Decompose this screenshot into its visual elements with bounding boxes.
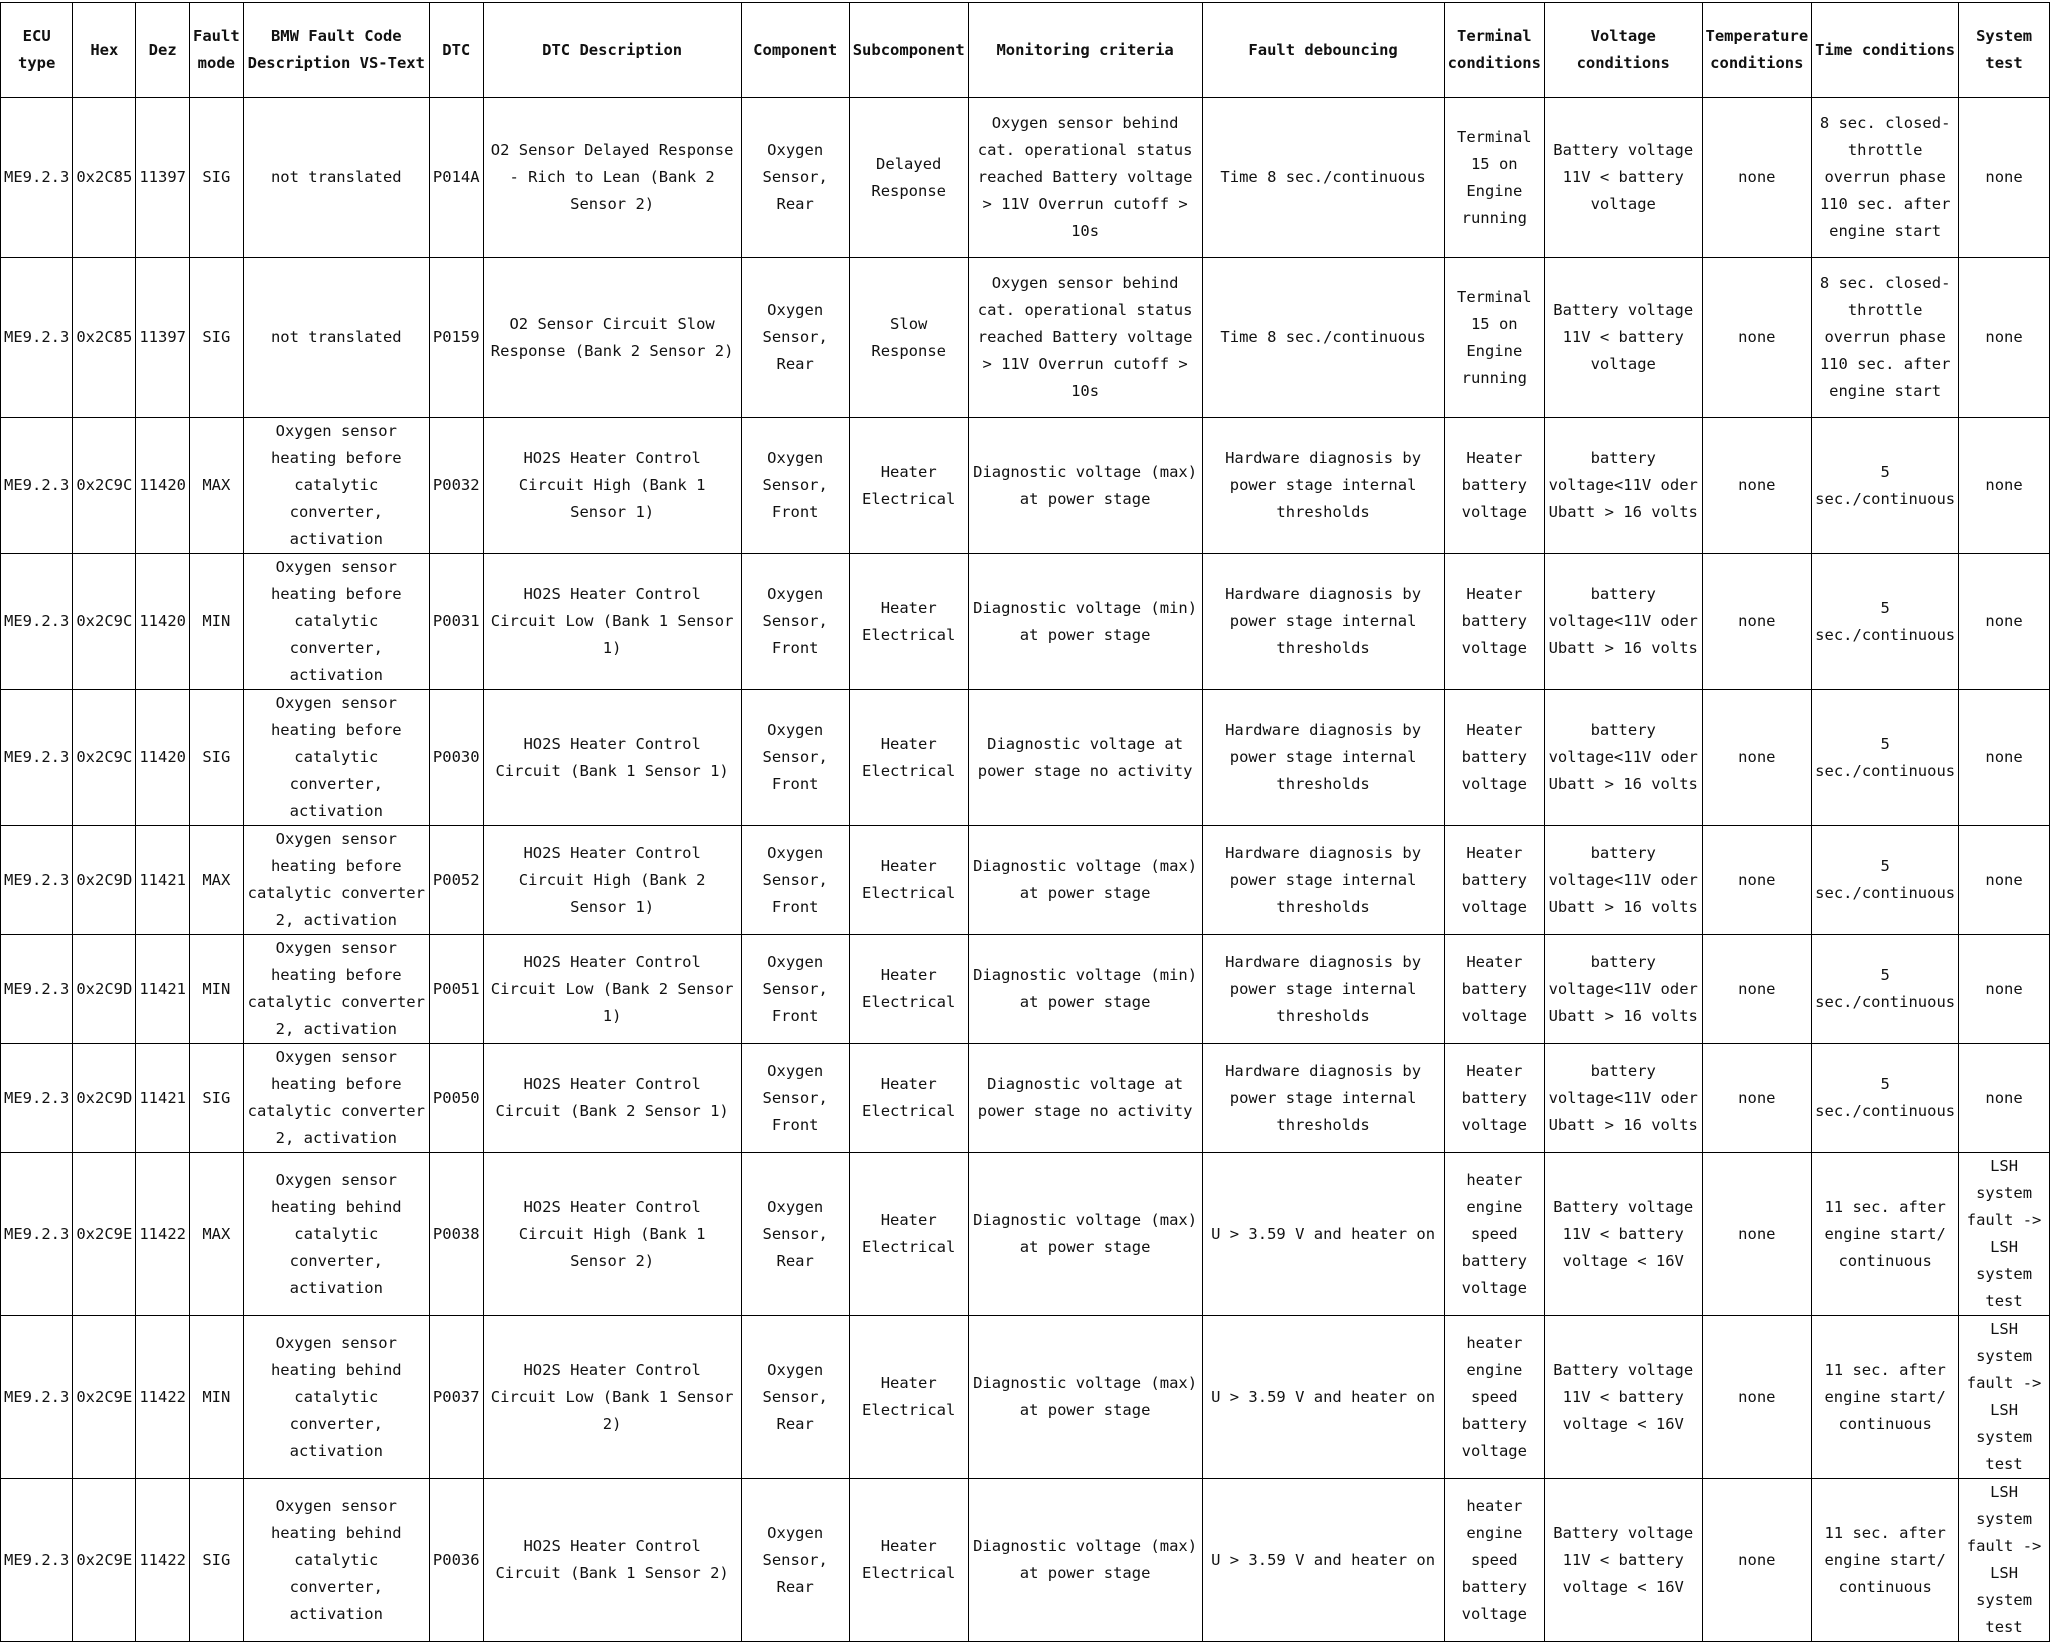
table-row bbox=[1, 258, 2050, 418]
monitoring-criteria-cell: Diagnostic voltage at power stage no activity bbox=[968, 1044, 1202, 1153]
monitoring-criteria-cell: Diagnostic voltage (max) at power stage bbox=[968, 1316, 1202, 1479]
hex-cell: 0x2C85 bbox=[73, 98, 136, 258]
column-header-hex: Hex bbox=[73, 3, 136, 98]
hex-cell: 0x2C9E bbox=[73, 1153, 136, 1316]
terminal-conditions-cell: Heater battery voltage bbox=[1444, 690, 1544, 826]
voltage-conditions-cell: Battery voltage 11V < battery voltage < 16V bbox=[1544, 1153, 1702, 1316]
monitoring-criteria-cell: Diagnostic voltage (max) at power stage bbox=[968, 418, 1202, 554]
temperature-conditions-cell: none bbox=[1702, 1479, 1812, 1642]
monitoring-criteria-cell: Diagnostic voltage (max) at power stage bbox=[968, 826, 1202, 935]
column-header-fault-debouncing: Fault debouncing bbox=[1202, 3, 1444, 98]
fault-debouncing-cell: Hardware diagnosis by power stage internal thresholds bbox=[1202, 1044, 1444, 1153]
bmw-description-cell: Oxygen sensor heating before catalytic converter, activation bbox=[243, 554, 429, 690]
dtc-description-cell: HO2S Heater Control Circuit (Bank 1 Sensor 2) bbox=[483, 1479, 741, 1642]
fault-mode-cell: MAX bbox=[190, 1153, 244, 1316]
hex-cell: 0x2C9D bbox=[73, 935, 136, 1044]
subcomponent-cell: Delayed Response bbox=[849, 98, 968, 258]
monitoring-criteria-cell: Diagnostic voltage (min) at power stage bbox=[968, 935, 1202, 1044]
hex-cell: 0x2C9D bbox=[73, 1044, 136, 1153]
dtc-cell: P0036 bbox=[429, 1479, 483, 1642]
dez-cell: 11397 bbox=[136, 258, 190, 418]
fault-debouncing-cell: U > 3.59 V and heater on bbox=[1202, 1153, 1444, 1316]
fault-mode-cell: SIG bbox=[190, 1044, 244, 1153]
fault-debouncing-cell: Time 8 sec./continuous bbox=[1202, 258, 1444, 418]
voltage-conditions-cell: Battery voltage 11V < battery voltage < 16V bbox=[1544, 1316, 1702, 1479]
fault-mode-cell: SIG bbox=[190, 690, 244, 826]
column-header-time-conditions: Time conditions bbox=[1812, 3, 1959, 98]
bmw-description-cell: Oxygen sensor heating before catalytic converter, activation bbox=[243, 690, 429, 826]
ecu-type-cell: ME9.2.3 bbox=[1, 1316, 73, 1479]
dez-cell: 11421 bbox=[136, 935, 190, 1044]
dtc-description-cell: HO2S Heater Control Circuit Low (Bank 2 Sensor 1) bbox=[483, 935, 741, 1044]
temperature-conditions-cell: none bbox=[1702, 935, 1812, 1044]
ecu-type-cell: ME9.2.3 bbox=[1, 1479, 73, 1642]
bmw-description-cell: Oxygen sensor heating behind catalytic converter, activation bbox=[243, 1479, 429, 1642]
dez-cell: 11421 bbox=[136, 826, 190, 935]
bmw-description-cell: Oxygen sensor heating before catalytic converter, activation bbox=[243, 418, 429, 554]
terminal-conditions-cell: Heater battery voltage bbox=[1444, 826, 1544, 935]
ecu-type-cell: ME9.2.3 bbox=[1, 826, 73, 935]
time-conditions-cell: 5 sec./continuous bbox=[1812, 418, 1959, 554]
dtc-cell: P0032 bbox=[429, 418, 483, 554]
terminal-conditions-cell: Heater battery voltage bbox=[1444, 935, 1544, 1044]
column-header-monitoring-criteria: Monitoring criteria bbox=[968, 3, 1202, 98]
component-cell: Oxygen Sensor, Front bbox=[741, 418, 849, 554]
component-cell: Oxygen Sensor, Rear bbox=[741, 98, 849, 258]
dtc-cell: P0159 bbox=[429, 258, 483, 418]
voltage-conditions-cell: battery voltage<11V oder Ubatt > 16 volts bbox=[1544, 1044, 1702, 1153]
dtc-description-cell: HO2S Heater Control Circuit (Bank 1 Sensor 1) bbox=[483, 690, 741, 826]
time-conditions-cell: 5 sec./continuous bbox=[1812, 690, 1959, 826]
ecu-type-cell: ME9.2.3 bbox=[1, 690, 73, 826]
column-header-terminal-conditions: Terminal conditions bbox=[1444, 3, 1544, 98]
voltage-conditions-cell: Battery voltage 11V < battery voltage bbox=[1544, 258, 1702, 418]
table-row bbox=[1, 554, 2050, 690]
monitoring-criteria-cell: Diagnostic voltage at power stage no activity bbox=[968, 690, 1202, 826]
voltage-conditions-cell: battery voltage<11V oder Ubatt > 16 volts bbox=[1544, 690, 1702, 826]
dtc-cell: P0051 bbox=[429, 935, 483, 1044]
temperature-conditions-cell: none bbox=[1702, 418, 1812, 554]
fault-mode-cell: MIN bbox=[190, 554, 244, 690]
hex-cell: 0x2C9E bbox=[73, 1479, 136, 1642]
table-row bbox=[1, 98, 2050, 258]
dez-cell: 11420 bbox=[136, 554, 190, 690]
table-row bbox=[1, 1479, 2050, 1642]
temperature-conditions-cell: none bbox=[1702, 690, 1812, 826]
terminal-conditions-cell: heater engine speed battery voltage bbox=[1444, 1479, 1544, 1642]
fault-mode-cell: SIG bbox=[190, 258, 244, 418]
time-conditions-cell: 11 sec. after engine start/ continuous bbox=[1812, 1153, 1959, 1316]
table-body bbox=[1, 98, 2050, 1642]
fault-debouncing-cell: Hardware diagnosis by power stage internal thresholds bbox=[1202, 690, 1444, 826]
ecu-type-cell: ME9.2.3 bbox=[1, 418, 73, 554]
temperature-conditions-cell: none bbox=[1702, 1316, 1812, 1479]
time-conditions-cell: 8 sec. closed-throttle overrun phase 110 sec. after engine start bbox=[1812, 98, 1959, 258]
component-cell: Oxygen Sensor, Rear bbox=[741, 258, 849, 418]
system-test-cell: none bbox=[1959, 690, 2050, 826]
table-row bbox=[1, 1044, 2050, 1153]
temperature-conditions-cell: none bbox=[1702, 1153, 1812, 1316]
time-conditions-cell: 11 sec. after engine start/ continuous bbox=[1812, 1316, 1959, 1479]
hex-cell: 0x2C9C bbox=[73, 418, 136, 554]
voltage-conditions-cell: battery voltage<11V oder Ubatt > 16 volts bbox=[1544, 826, 1702, 935]
fault-code-table bbox=[0, 2, 2050, 1642]
subcomponent-cell: Slow Response bbox=[849, 258, 968, 418]
dez-cell: 11420 bbox=[136, 418, 190, 554]
monitoring-criteria-cell: Oxygen sensor behind cat. operational status reached Battery voltage > 11V Overrun cutoff > 10s bbox=[968, 98, 1202, 258]
subcomponent-cell: Heater Electrical bbox=[849, 935, 968, 1044]
time-conditions-cell: 8 sec. closed-throttle overrun phase 110 sec. after engine start bbox=[1812, 258, 1959, 418]
terminal-conditions-cell: Heater battery voltage bbox=[1444, 1044, 1544, 1153]
monitoring-criteria-cell: Oxygen sensor behind cat. operational status reached Battery voltage > 11V Overrun cutoff > 10s bbox=[968, 258, 1202, 418]
time-conditions-cell: 11 sec. after engine start/ continuous bbox=[1812, 1479, 1959, 1642]
subcomponent-cell: Heater Electrical bbox=[849, 1044, 968, 1153]
hex-cell: 0x2C9E bbox=[73, 1316, 136, 1479]
dtc-cell: P0037 bbox=[429, 1316, 483, 1479]
table-row bbox=[1, 826, 2050, 935]
fault-debouncing-cell: Hardware diagnosis by power stage internal thresholds bbox=[1202, 418, 1444, 554]
time-conditions-cell: 5 sec./continuous bbox=[1812, 554, 1959, 690]
temperature-conditions-cell: none bbox=[1702, 258, 1812, 418]
terminal-conditions-cell: Terminal 15 on Engine running bbox=[1444, 98, 1544, 258]
terminal-conditions-cell: Heater battery voltage bbox=[1444, 554, 1544, 690]
dtc-cell: P0030 bbox=[429, 690, 483, 826]
fault-debouncing-cell: U > 3.59 V and heater on bbox=[1202, 1316, 1444, 1479]
system-test-cell: LSH system fault -> LSH system test bbox=[1959, 1153, 2050, 1316]
temperature-conditions-cell: none bbox=[1702, 98, 1812, 258]
table-row bbox=[1, 690, 2050, 826]
bmw-description-cell: Oxygen sensor heating behind catalytic converter, activation bbox=[243, 1153, 429, 1316]
subcomponent-cell: Heater Electrical bbox=[849, 1153, 968, 1316]
fault-mode-cell: SIG bbox=[190, 98, 244, 258]
subcomponent-cell: Heater Electrical bbox=[849, 690, 968, 826]
time-conditions-cell: 5 sec./continuous bbox=[1812, 826, 1959, 935]
hex-cell: 0x2C9C bbox=[73, 690, 136, 826]
dtc-description-cell: HO2S Heater Control Circuit Low (Bank 1 Sensor 2) bbox=[483, 1316, 741, 1479]
dtc-cell: P0031 bbox=[429, 554, 483, 690]
temperature-conditions-cell: none bbox=[1702, 826, 1812, 935]
temperature-conditions-cell: none bbox=[1702, 554, 1812, 690]
fault-debouncing-cell: Time 8 sec./continuous bbox=[1202, 98, 1444, 258]
table-row bbox=[1, 1316, 2050, 1479]
table-row bbox=[1, 418, 2050, 554]
fault-mode-cell: MAX bbox=[190, 418, 244, 554]
ecu-type-cell: ME9.2.3 bbox=[1, 98, 73, 258]
column-header-temperature-conditions: Temperature conditions bbox=[1702, 3, 1812, 98]
hex-cell: 0x2C9C bbox=[73, 554, 136, 690]
system-test-cell: LSH system fault -> LSH system test bbox=[1959, 1316, 2050, 1479]
system-test-cell: none bbox=[1959, 554, 2050, 690]
bmw-description-cell: not translated bbox=[243, 258, 429, 418]
ecu-type-cell: ME9.2.3 bbox=[1, 258, 73, 418]
terminal-conditions-cell: heater engine speed battery voltage bbox=[1444, 1316, 1544, 1479]
component-cell: Oxygen Sensor, Front bbox=[741, 826, 849, 935]
dez-cell: 11422 bbox=[136, 1479, 190, 1642]
subcomponent-cell: Heater Electrical bbox=[849, 554, 968, 690]
dez-cell: 11421 bbox=[136, 1044, 190, 1153]
system-test-cell: LSH system fault -> LSH system test bbox=[1959, 1479, 2050, 1642]
component-cell: Oxygen Sensor, Front bbox=[741, 1044, 849, 1153]
column-header-subcomponent: Subcomponent bbox=[849, 3, 968, 98]
fault-mode-cell: MIN bbox=[190, 1316, 244, 1479]
component-cell: Oxygen Sensor, Rear bbox=[741, 1479, 849, 1642]
dez-cell: 11420 bbox=[136, 690, 190, 826]
component-cell: Oxygen Sensor, Front bbox=[741, 554, 849, 690]
dtc-cell: P014A bbox=[429, 98, 483, 258]
terminal-conditions-cell: Terminal 15 on Engine running bbox=[1444, 258, 1544, 418]
dtc-cell: P0038 bbox=[429, 1153, 483, 1316]
fault-debouncing-cell: Hardware diagnosis by power stage internal thresholds bbox=[1202, 826, 1444, 935]
monitoring-criteria-cell: Diagnostic voltage (max) at power stage bbox=[968, 1153, 1202, 1316]
time-conditions-cell: 5 sec./continuous bbox=[1812, 1044, 1959, 1153]
dtc-description-cell: O2 Sensor Delayed Response - Rich to Lean (Bank 2 Sensor 2) bbox=[483, 98, 741, 258]
hex-cell: 0x2C85 bbox=[73, 258, 136, 418]
dtc-cell: P0050 bbox=[429, 1044, 483, 1153]
fault-mode-cell: SIG bbox=[190, 1479, 244, 1642]
system-test-cell: none bbox=[1959, 935, 2050, 1044]
column-header-system-test: System test bbox=[1959, 3, 2050, 98]
voltage-conditions-cell: Battery voltage 11V < battery voltage bbox=[1544, 98, 1702, 258]
bmw-description-cell: not translated bbox=[243, 98, 429, 258]
column-header-bmw-description: BMW Fault Code Description VS-Text bbox=[243, 3, 429, 98]
system-test-cell: none bbox=[1959, 826, 2050, 935]
system-test-cell: none bbox=[1959, 258, 2050, 418]
subcomponent-cell: Heater Electrical bbox=[849, 1316, 968, 1479]
bmw-description-cell: Oxygen sensor heating behind catalytic converter, activation bbox=[243, 1316, 429, 1479]
system-test-cell: none bbox=[1959, 1044, 2050, 1153]
dtc-cell: P0052 bbox=[429, 826, 483, 935]
column-header-dez: Dez bbox=[136, 3, 190, 98]
fault-mode-cell: MIN bbox=[190, 935, 244, 1044]
monitoring-criteria-cell: Diagnostic voltage (max) at power stage bbox=[968, 1479, 1202, 1642]
voltage-conditions-cell: battery voltage<11V oder Ubatt > 16 volts bbox=[1544, 554, 1702, 690]
column-header-voltage-conditions: Voltage conditions bbox=[1544, 3, 1702, 98]
system-test-cell: none bbox=[1959, 418, 2050, 554]
dtc-description-cell: HO2S Heater Control Circuit High (Bank 2 Sensor 1) bbox=[483, 826, 741, 935]
table-row bbox=[1, 935, 2050, 1044]
column-header-component: Component bbox=[741, 3, 849, 98]
column-header-dtc-description: DTC Description bbox=[483, 3, 741, 98]
bmw-description-cell: Oxygen sensor heating before catalytic converter 2, activation bbox=[243, 826, 429, 935]
fault-debouncing-cell: Hardware diagnosis by power stage internal thresholds bbox=[1202, 554, 1444, 690]
bmw-description-cell: Oxygen sensor heating before catalytic converter 2, activation bbox=[243, 1044, 429, 1153]
dtc-description-cell: HO2S Heater Control Circuit (Bank 2 Sensor 1) bbox=[483, 1044, 741, 1153]
time-conditions-cell: 5 sec./continuous bbox=[1812, 935, 1959, 1044]
ecu-type-cell: ME9.2.3 bbox=[1, 1044, 73, 1153]
ecu-type-cell: ME9.2.3 bbox=[1, 1153, 73, 1316]
hex-cell: 0x2C9D bbox=[73, 826, 136, 935]
fault-mode-cell: MAX bbox=[190, 826, 244, 935]
voltage-conditions-cell: battery voltage<11V oder Ubatt > 16 volts bbox=[1544, 418, 1702, 554]
system-test-cell: none bbox=[1959, 98, 2050, 258]
component-cell: Oxygen Sensor, Rear bbox=[741, 1316, 849, 1479]
dtc-description-cell: O2 Sensor Circuit Slow Response (Bank 2 Sensor 2) bbox=[483, 258, 741, 418]
subcomponent-cell: Heater Electrical bbox=[849, 1479, 968, 1642]
ecu-type-cell: ME9.2.3 bbox=[1, 935, 73, 1044]
subcomponent-cell: Heater Electrical bbox=[849, 826, 968, 935]
component-cell: Oxygen Sensor, Rear bbox=[741, 1153, 849, 1316]
fault-debouncing-cell: Hardware diagnosis by power stage internal thresholds bbox=[1202, 935, 1444, 1044]
column-header-dtc: DTC bbox=[429, 3, 483, 98]
dtc-description-cell: HO2S Heater Control Circuit Low (Bank 1 Sensor 1) bbox=[483, 554, 741, 690]
header-row bbox=[1, 3, 2050, 98]
dez-cell: 11422 bbox=[136, 1316, 190, 1479]
dtc-description-cell: HO2S Heater Control Circuit High (Bank 1 Sensor 2) bbox=[483, 1153, 741, 1316]
component-cell: Oxygen Sensor, Front bbox=[741, 690, 849, 826]
voltage-conditions-cell: Battery voltage 11V < battery voltage < 16V bbox=[1544, 1479, 1702, 1642]
column-header-fault-mode: Fault mode bbox=[190, 3, 244, 98]
dtc-description-cell: HO2S Heater Control Circuit High (Bank 1 Sensor 1) bbox=[483, 418, 741, 554]
dez-cell: 11422 bbox=[136, 1153, 190, 1316]
dez-cell: 11397 bbox=[136, 98, 190, 258]
voltage-conditions-cell: battery voltage<11V oder Ubatt > 16 volts bbox=[1544, 935, 1702, 1044]
ecu-type-cell: ME9.2.3 bbox=[1, 554, 73, 690]
column-header-ecu-type: ECU type bbox=[1, 3, 73, 98]
table-row bbox=[1, 1153, 2050, 1316]
component-cell: Oxygen Sensor, Front bbox=[741, 935, 849, 1044]
fault-debouncing-cell: U > 3.59 V and heater on bbox=[1202, 1479, 1444, 1642]
terminal-conditions-cell: Heater battery voltage bbox=[1444, 418, 1544, 554]
temperature-conditions-cell: none bbox=[1702, 1044, 1812, 1153]
terminal-conditions-cell: heater engine speed battery voltage bbox=[1444, 1153, 1544, 1316]
subcomponent-cell: Heater Electrical bbox=[849, 418, 968, 554]
monitoring-criteria-cell: Diagnostic voltage (min) at power stage bbox=[968, 554, 1202, 690]
bmw-description-cell: Oxygen sensor heating before catalytic converter 2, activation bbox=[243, 935, 429, 1044]
